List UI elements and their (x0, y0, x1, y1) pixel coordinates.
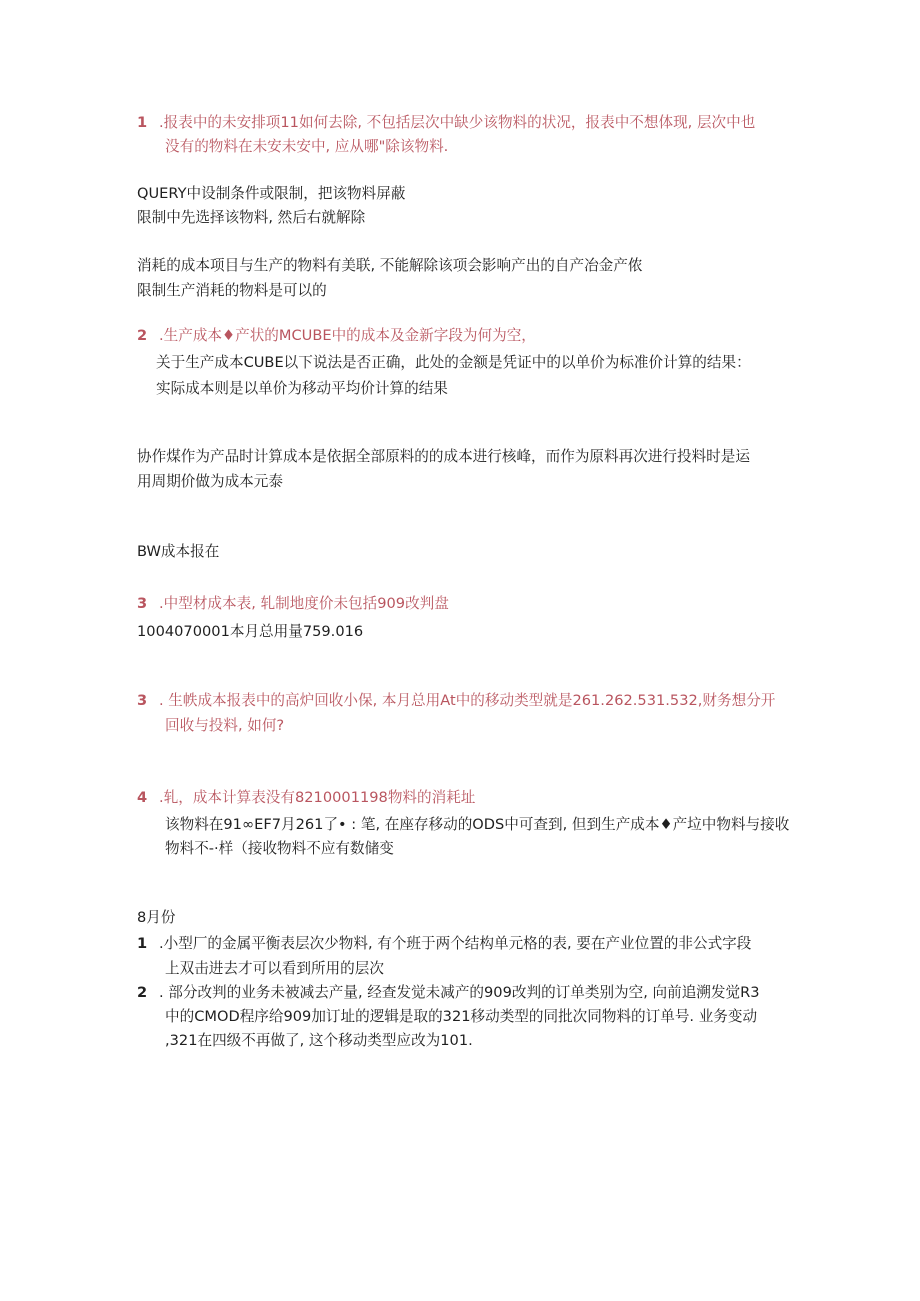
question-4-text: .轧，成本计算表没有8210001198物料的消耗址 (159, 789, 476, 806)
question-1-number: 1 (137, 114, 148, 131)
question-3b-line-1 (137, 691, 775, 711)
answer-2-line-2: 实际成本则是以单价为移动平均价计算的结果 (156, 380, 448, 397)
answer-1-line-2: 限制中先选择该物料, 然后右就解除 (137, 209, 366, 226)
question-3b-text: . 生帙成本报表中的高炉回收小保, 本月总用At中的移动类型就是261.262.531.532,财务想分开 (159, 692, 776, 709)
august-item-2-number: 2 (137, 984, 148, 1001)
question-3-number: 3 (137, 595, 148, 612)
question-2-number: 2 (137, 327, 148, 344)
answer-2-line-1: 关于生产成本CUBE以下说法是否正确，此处的金额是凭证中的以单价为标准价计算的结果： (156, 354, 751, 371)
answer-3-line-1: 1004070001本月总用量759.016 (137, 623, 364, 640)
question-4-line-1 (137, 788, 475, 808)
august-section-heading: 8月份 (137, 909, 176, 926)
answer-2-line-3: 协作煤作为产品时计算成本是依据全部原料的的成本进行核峰，而作为原料再次进行投料时是运 (137, 448, 750, 465)
question-3-text: .中型材成本表, 轧制地度价未包括909改判盘 (159, 595, 449, 612)
question-1-line-1 (137, 113, 755, 133)
answer-4-line-2: 物料不-·样（接收物料不应有数储变 (165, 840, 394, 857)
august-item-1-number: 1 (137, 935, 148, 952)
answer-1-line-4: 限制生产消耗的物料是可以的 (137, 282, 327, 299)
answer-1-line-3: 消耗的成本项目与生产的物料有美联, 不能解除该项会影响产出的自产冶金产侬 (137, 257, 643, 274)
question-1-text: .报表中的未安排项11如何去除, 不包括层次中缺少该物料的状况，报表中不想体现, 层次中也 (159, 114, 756, 131)
august-item-2-line-3: ,321在四级不再做了, 这个移动类型应改为101. (165, 1032, 473, 1049)
question-4-number: 4 (137, 789, 148, 806)
question-3b-number: 3 (137, 692, 148, 709)
august-item-1-line-2: 上双击进去才可以看到所用的层次 (165, 960, 384, 977)
august-item-2-line-1 (137, 983, 760, 1003)
answer-1-line-1: QUERY中设制条件或限制，把该物料屏蔽 (137, 185, 406, 202)
answer-4-line-1: 该物料在91∞EF7月261了• : 笔, 在座存移动的ODS中可查到, 但到生产成本♦产垃中物料与接收 (165, 816, 790, 833)
question-2-text: .生产成本♦产状的MCUBE中的成本及金新字段为何为空， (159, 327, 536, 344)
bw-section-heading: BW成本报在 (137, 543, 220, 560)
question-3-line-1 (137, 594, 449, 614)
question-1-line-2: 没有的物料在未安未安中, 应从哪"除该物料. (165, 138, 449, 155)
question-3b-line-2: 回收与投料, 如何? (165, 717, 285, 734)
question-2-line-1 (137, 326, 536, 346)
august-item-1-text: .小型厂的金属平衡表层次少物料, 有个班于两个结构单元格的表, 要在产业位置的非公式字段 (159, 935, 752, 952)
august-item-2-text: . 部分改判的业务未被减去产量, 经查发觉未减产的909改判的订单类别为空, 向前追溯发觉R3 (159, 984, 760, 1001)
august-item-1-line-1 (137, 934, 751, 954)
answer-2-line-4: 用周期价做为成本元泰 (137, 473, 283, 490)
august-item-2-line-2: 中的CMOD程序给909加订址的逻辑是取的321移动类型的同批次同物料的订单号. 业务变动 (165, 1008, 758, 1025)
